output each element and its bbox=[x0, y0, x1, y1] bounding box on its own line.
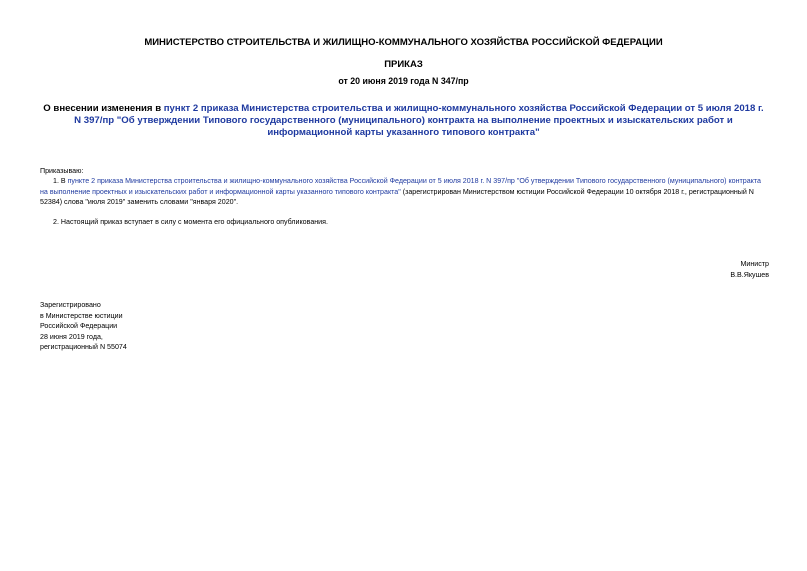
subject-prefix: О внесении изменения в bbox=[43, 103, 164, 114]
document-date-number: от 20 июня 2019 года N 347/пр bbox=[338, 76, 469, 86]
orders-label: Приказываю: bbox=[40, 167, 84, 175]
registration-line: в Министерстве юстиции bbox=[40, 311, 123, 320]
document-type: ПРИКАЗ bbox=[384, 59, 423, 70]
registration-block bbox=[40, 300, 127, 353]
ministry-name: МИНИСТЕРСТВО СТРОИТЕЛЬСТВА И ЖИЛИЩНО-КОММУНАЛЬНОГО ХОЗЯЙСТВА РОССИЙСКОЙ ФЕДЕРАЦИИ bbox=[144, 37, 663, 48]
subject-link[interactable]: пункт 2 приказа Министерства строительства и жилищно-коммунального хозяйства Российской Федерации от 5 июля 2018 г. N 397/пр "Об утверждении Типового государственного (муниципального) контракта на выполнение проектных и изыскательских работ и информационной карты указанного типового контракта" bbox=[74, 103, 764, 138]
registration-line: регистрационный N 55074 bbox=[40, 343, 127, 352]
order-item-1 bbox=[40, 176, 768, 208]
signer-position: Министр bbox=[740, 260, 769, 268]
order-item-2: 2. Настоящий приказ вступает в силу с момента его официального опубликования. bbox=[53, 218, 328, 226]
registration-line: 28 июня 2019 года, bbox=[40, 332, 103, 341]
document-subject bbox=[40, 103, 767, 139]
item1-prefix: 1. В bbox=[53, 177, 68, 185]
registration-line: Зарегистрировано bbox=[40, 301, 101, 309]
registration-line: Российской Федерации bbox=[40, 322, 118, 331]
item1-link[interactable]: пункте 2 приказа Министерства строительства и жилищно-коммунального хозяйства Российской Федерации от 5 июля 2018 г. N 397/пр "Об утверждении Типового государственного (муниципального) контракта на выполнение проектных и изыскательских работ и информационной карты указанного типового контракта" bbox=[40, 177, 761, 196]
signer-name: В.В.Якушев bbox=[730, 270, 769, 279]
signature-block bbox=[730, 259, 769, 280]
item1-suffix: (зарегистрирован Министерством юстиции Российской Федерации 10 октября 2018 г., регистрационный N 52384) слова "июля 2019" заменить словами "января 2020". bbox=[40, 187, 754, 207]
